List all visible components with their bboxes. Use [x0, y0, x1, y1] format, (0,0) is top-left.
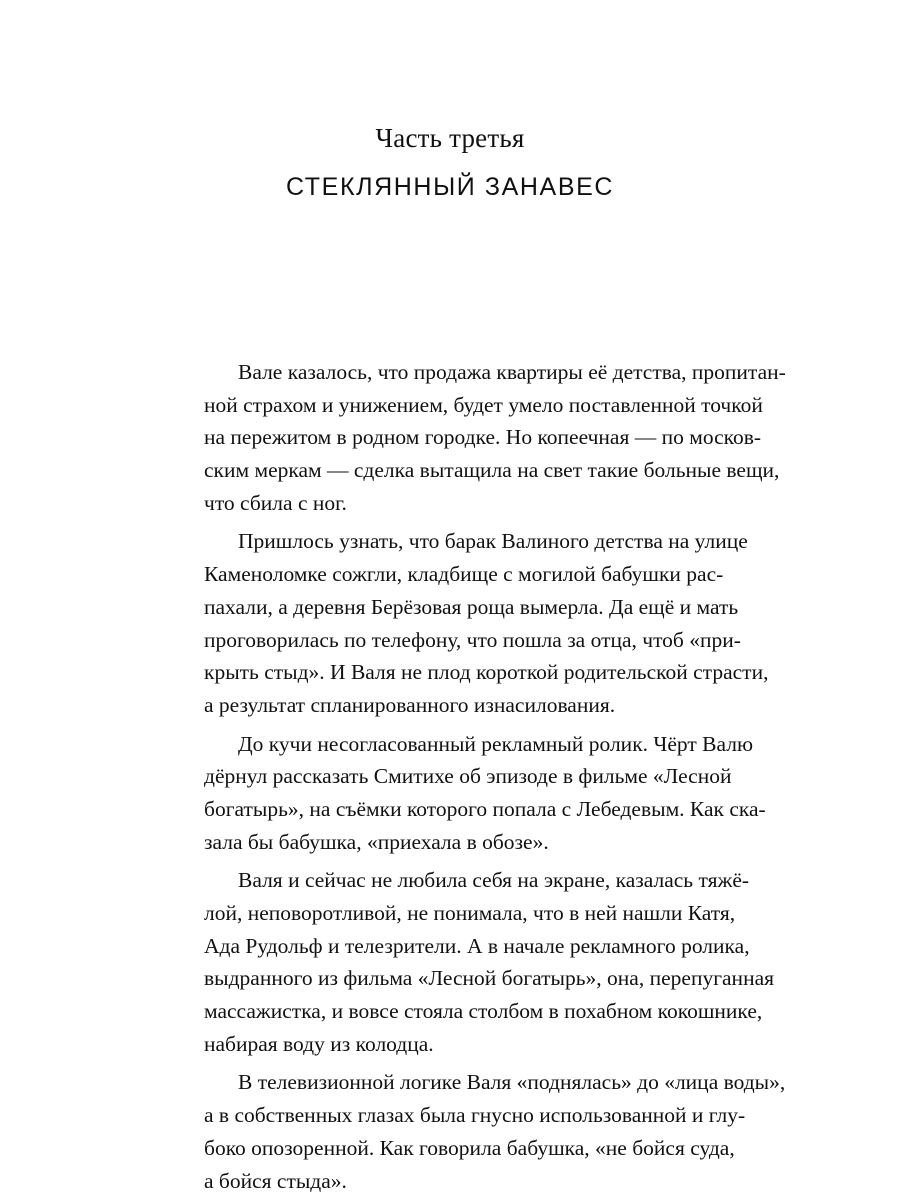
text-line: Валя и сейчас не любила себя на экране, казалась тяжё-	[238, 868, 750, 893]
paragraph-4	[204, 864, 775, 1060]
text-line: а в собственных глазах была гнусно использованной и глу-	[204, 1103, 746, 1128]
text-line: зала бы бабушка, «приехала в обозе».	[204, 829, 549, 854]
text-line: Каменоломке сожгли, кладбище с могилой бабушки рас-	[204, 562, 724, 587]
paragraph-1	[204, 356, 786, 519]
paragraph-5	[204, 1066, 786, 1197]
part-label: Часть третья	[375, 123, 525, 153]
text-line: боко опозоренной. Как говорила бабушка, «не бойся суда,	[204, 1135, 735, 1160]
part-title: СТЕКЛЯННЫЙ ЗАНАВЕС	[285, 173, 615, 201]
text-line: что сбила с ног.	[204, 490, 347, 515]
text-line: а результат спланированного изнасилования.	[204, 692, 616, 717]
text-line: До кучи несогласованный рекламный ролик. Чёрт Валю	[238, 731, 754, 756]
text-line: ским меркам — сделка вытащила на свет такие больные вещи,	[204, 458, 780, 483]
part-header	[0, 118, 900, 207]
text-line: выдранного из фильма «Лесной богатырь», она, перепуганная	[204, 966, 775, 991]
text-line: лой, неповоротливой, не понимала, что в ней нашли Катя,	[204, 901, 736, 925]
text-line: набирая воду из колодца.	[204, 1031, 434, 1056]
paragraph-3	[204, 728, 766, 859]
text-line: В телевизионной логике Валя «поднялась» до «лица воды»,	[238, 1070, 786, 1095]
text-line: Вале казалось, что продажа квартиры её детства, пропитан-	[238, 360, 786, 384]
text-line: пахали, а деревня Берёзовая роща вымерла. Да ещё и мать	[204, 594, 739, 619]
paragraph-2	[204, 525, 769, 721]
text-line: Пришлось узнать, что барак Валиного детства на улице	[238, 529, 748, 554]
text-line: богатырь», на съёмки которого попала с Лебедевым. Как ска-	[204, 796, 766, 821]
text-line: ной страхом и унижением, будет умело поставленной точкой	[204, 392, 763, 417]
text-line: проговорилась по телефону, что пошла за отца, чтоб «при-	[204, 627, 741, 652]
text-line: Ада Рудольф и телезрители. А в начале рекламного ролика,	[204, 933, 750, 958]
text-line: крыть стыд». И Валя не плод короткой родительской страсти,	[204, 660, 769, 685]
text-line: дёрнул рассказать Смитихе об эпизоде в фильме «Лесной	[204, 764, 732, 789]
text-line: массажистка, и вовсе стояла столбом в похабном кокошнике,	[204, 999, 763, 1024]
body-text	[204, 356, 786, 1197]
text-line: на пережитом в родном городке. Но копеечная — по москов-	[204, 425, 762, 450]
text-line: а бойся стыда».	[204, 1168, 347, 1193]
